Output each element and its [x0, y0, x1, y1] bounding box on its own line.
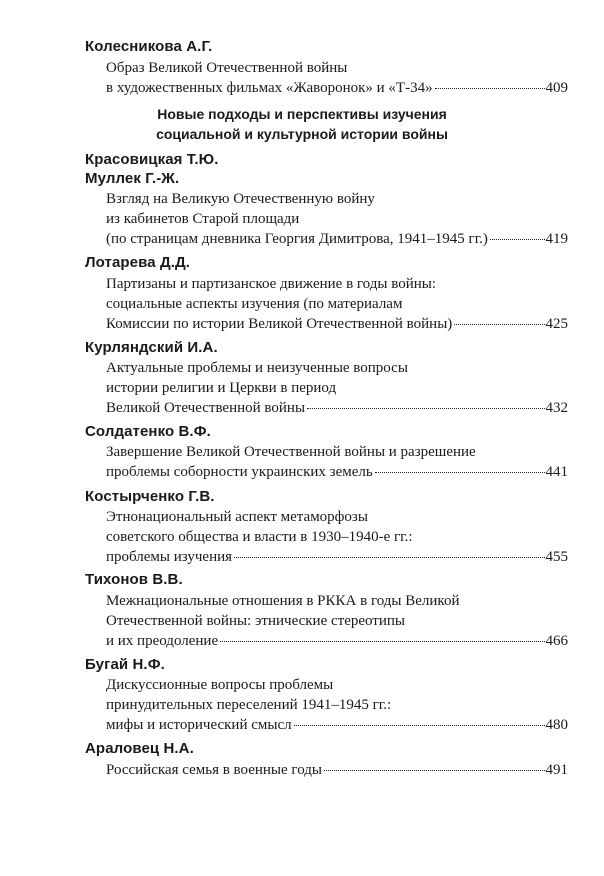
- toc-title-line: Великой Отечественной войны: [106, 400, 306, 416]
- dot-leader: [294, 724, 545, 726]
- toc-title-line-last: [106, 229, 568, 249]
- toc-author: Муллек Г.-Ж.: [85, 170, 180, 187]
- dot-leader: [490, 238, 545, 240]
- toc-title-line: Образ Великой Отечественной войны: [106, 60, 348, 76]
- toc-page-number: 441: [545, 464, 568, 480]
- toc-title-line: истории религии и Церкви в период: [106, 380, 337, 396]
- toc-page-number: 491: [545, 762, 568, 778]
- toc-title-line: социальные аспекты изучения (по материалам: [106, 296, 403, 312]
- toc-title-line-last: [106, 462, 568, 482]
- toc-title-line: и их преодоление: [106, 633, 219, 649]
- toc-author: Красовицкая Т.Ю.: [85, 151, 219, 168]
- toc-title-line: Актуальные проблемы и неизученные вопросы: [106, 360, 408, 376]
- dot-leader: [324, 769, 545, 771]
- toc-title-line: в художественных фильмах «Жаворонок» и «Т-34»: [106, 80, 433, 96]
- toc-title-line: принудительных переселений 1941–1945 гг.:: [106, 697, 392, 713]
- toc-page-number: 455: [545, 549, 568, 565]
- toc-title-line-last: [106, 760, 568, 780]
- toc-title-line: Комиссии по истории Великой Отечественной войны): [106, 316, 453, 332]
- toc-title-line: Взгляд на Великую Отечественную войну: [106, 191, 375, 207]
- toc-author: Курляндский И.А.: [85, 339, 218, 356]
- toc-page-number: 432: [545, 400, 568, 416]
- toc-title-line-last: [106, 715, 568, 735]
- toc-title-line: проблемы изучения: [106, 549, 233, 565]
- toc-author: Лотарева Д.Д.: [85, 254, 191, 271]
- toc-page-number: 466: [545, 633, 568, 649]
- toc-title-line: Дискуссионные вопросы проблемы: [106, 677, 334, 693]
- toc-title-line-last: [106, 547, 568, 567]
- toc-title-line: Завершение Великой Отечественной войны и разрешение: [106, 444, 476, 460]
- toc-title-line: Российская семья в военные годы: [106, 762, 322, 778]
- dot-leader: [234, 556, 544, 558]
- dot-leader: [375, 471, 545, 473]
- toc-title-line: Межнациональные отношения в РККА в годы Великой: [106, 593, 460, 609]
- toc-title-line: советского общества и власти в 1930–1940-е гг.:: [106, 529, 413, 545]
- dot-leader: [435, 87, 545, 89]
- section-heading-line: социальной и культурной истории войны: [156, 126, 448, 142]
- toc-title-line: Отечественной войны: этнические стереотипы: [106, 613, 405, 629]
- dot-leader: [307, 407, 544, 409]
- toc-page-number: 409: [545, 80, 568, 96]
- toc-author: Колесникова А.Г.: [85, 38, 213, 55]
- toc-author: Солдатенко В.Ф.: [85, 423, 211, 440]
- toc-author: Бугай Н.Ф.: [85, 656, 165, 673]
- toc-title-line-last: [106, 78, 568, 98]
- section-heading: [0, 104, 604, 144]
- toc-author: Костырченко Г.В.: [85, 488, 215, 505]
- dot-leader: [220, 640, 544, 642]
- section-heading-line: Новые подходы и перспективы изучения: [157, 106, 447, 122]
- toc-author: Тихонов В.В.: [85, 571, 183, 588]
- toc-title-line: Партизаны и партизанское движение в годы войны:: [106, 276, 436, 292]
- toc-title-line-last: [106, 314, 568, 334]
- toc-title-line: (по страницам дневника Георгия Димитрова, 1941–1945 гг.): [106, 231, 488, 247]
- toc-title-line: из кабинетов Старой площади: [106, 211, 300, 227]
- toc-page-number: 425: [545, 316, 568, 332]
- toc-page-number: 480: [545, 717, 568, 733]
- toc-title-line: мифы и исторический смысл: [106, 717, 292, 733]
- toc-author: Араловец Н.А.: [85, 740, 194, 757]
- toc-page-number: 419: [545, 231, 568, 247]
- dot-leader: [454, 323, 544, 325]
- toc-title-line-last: [106, 398, 568, 418]
- toc-title-line-last: [106, 631, 568, 651]
- toc-title-line: проблемы соборности украинских земель: [106, 464, 373, 480]
- toc-title-line: Этнонациональный аспект метаморфозы: [106, 509, 368, 525]
